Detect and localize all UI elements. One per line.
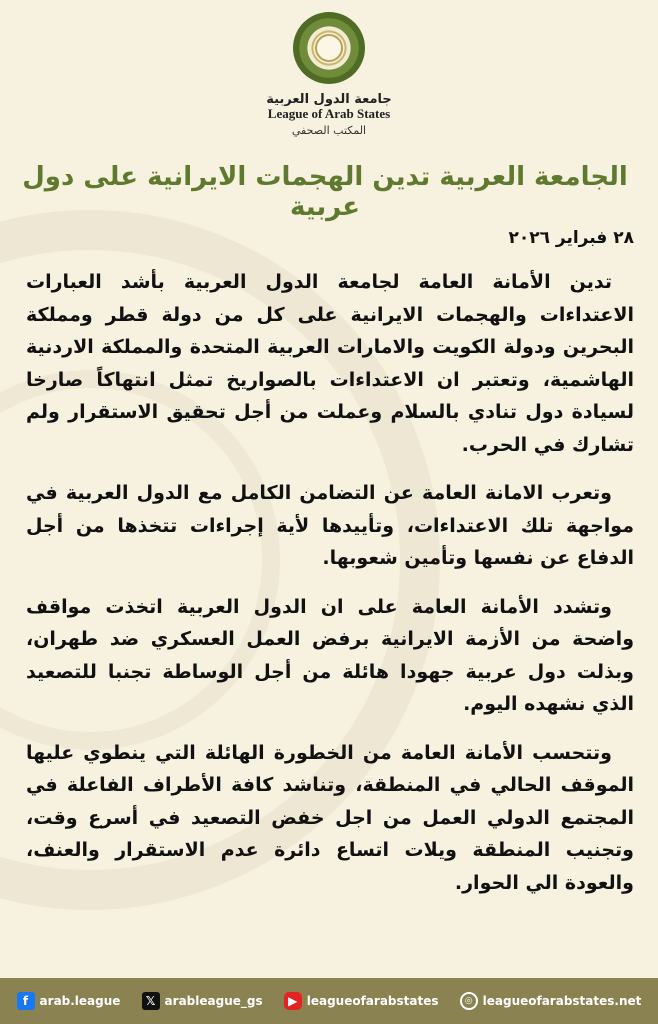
press-office-label: المكتب الصحفي xyxy=(291,124,367,137)
arab-league-emblem-icon xyxy=(293,12,365,84)
org-name-arabic: جامعة الدول العربية xyxy=(266,92,392,107)
statement-body xyxy=(26,266,634,915)
paragraph: وتعرب الامانة العامة عن التضامن الكامل مع الدول العربية في مواجهة تلك الاعتداءات، وتأييدها لأية إجراءات تتخذها من أجل الدفاع عن نفسها وتأمين شعوبها. xyxy=(26,482,634,569)
youtube-link[interactable] xyxy=(284,992,439,1010)
x-link[interactable] xyxy=(142,992,263,1010)
globe-icon: ◎ xyxy=(460,992,478,1010)
emblem-center xyxy=(315,34,343,62)
paragraph: وتتحسب الأمانة العامة من الخطورة الهائلة التي ينطوي عليها الموقف الحالي في المنطقة، وتناشد كافة الأطراف الفاعلة في المجتمع الدولي العمل من اجل خفض التصعيد في أسرع وقت، وتجنيب المنطقة ويلات اتساع دائرة عدم الاستقرار والعنف، والعودة الي الحوار. xyxy=(26,741,634,894)
x-handle: arableague_gs xyxy=(164,994,263,1008)
paragraph: وتشدد الأمانة العامة على ان الدول العربية اتخذت مواقف واضحة من الأزمة الايرانية برفض العمل العسكري ضد طهران، وبذلت دول عربية جهودا هائلة من أجل الوساطة تجنبا للتصعيد الذي نشهده اليوم. xyxy=(26,595,634,715)
date: ٢٨ فبراير ٢٠٢٦ xyxy=(508,228,634,248)
headline: الجامعة العربية تدين الهجمات الايرانية على دول عربية xyxy=(22,162,628,222)
paragraph: تدين الأمانة العامة لجامعة الدول العربية بأشد العبارات الاعتداءات والهجمات الايرانية على كل من دولة قطر ومملكة البحرين ودولة الكويت والامارات العربية المتحدة والمملكة الاردنية الهاشمية، وتعتبر ان الاعتداءات بالصواريخ تمثل انتهاكاً صارخا لسيادة دول تنادي بالسلام وعملت من أجل تحقيق الاستقرار ولم تشارك في الحرب. xyxy=(26,271,634,456)
header xyxy=(0,0,658,150)
website-url: leagueofarabstates.net xyxy=(482,994,642,1008)
youtube-handle: leagueofarabstates xyxy=(306,994,439,1008)
social-footer xyxy=(0,978,658,1024)
website-link[interactable] xyxy=(460,992,642,1010)
youtube-icon: ▶ xyxy=(284,992,302,1010)
facebook-link[interactable] xyxy=(17,992,121,1010)
facebook-handle: arab.league xyxy=(39,994,121,1008)
x-icon: 𝕏 xyxy=(142,992,160,1010)
facebook-icon: f xyxy=(17,992,35,1010)
org-name-english: League of Arab States xyxy=(267,106,391,121)
